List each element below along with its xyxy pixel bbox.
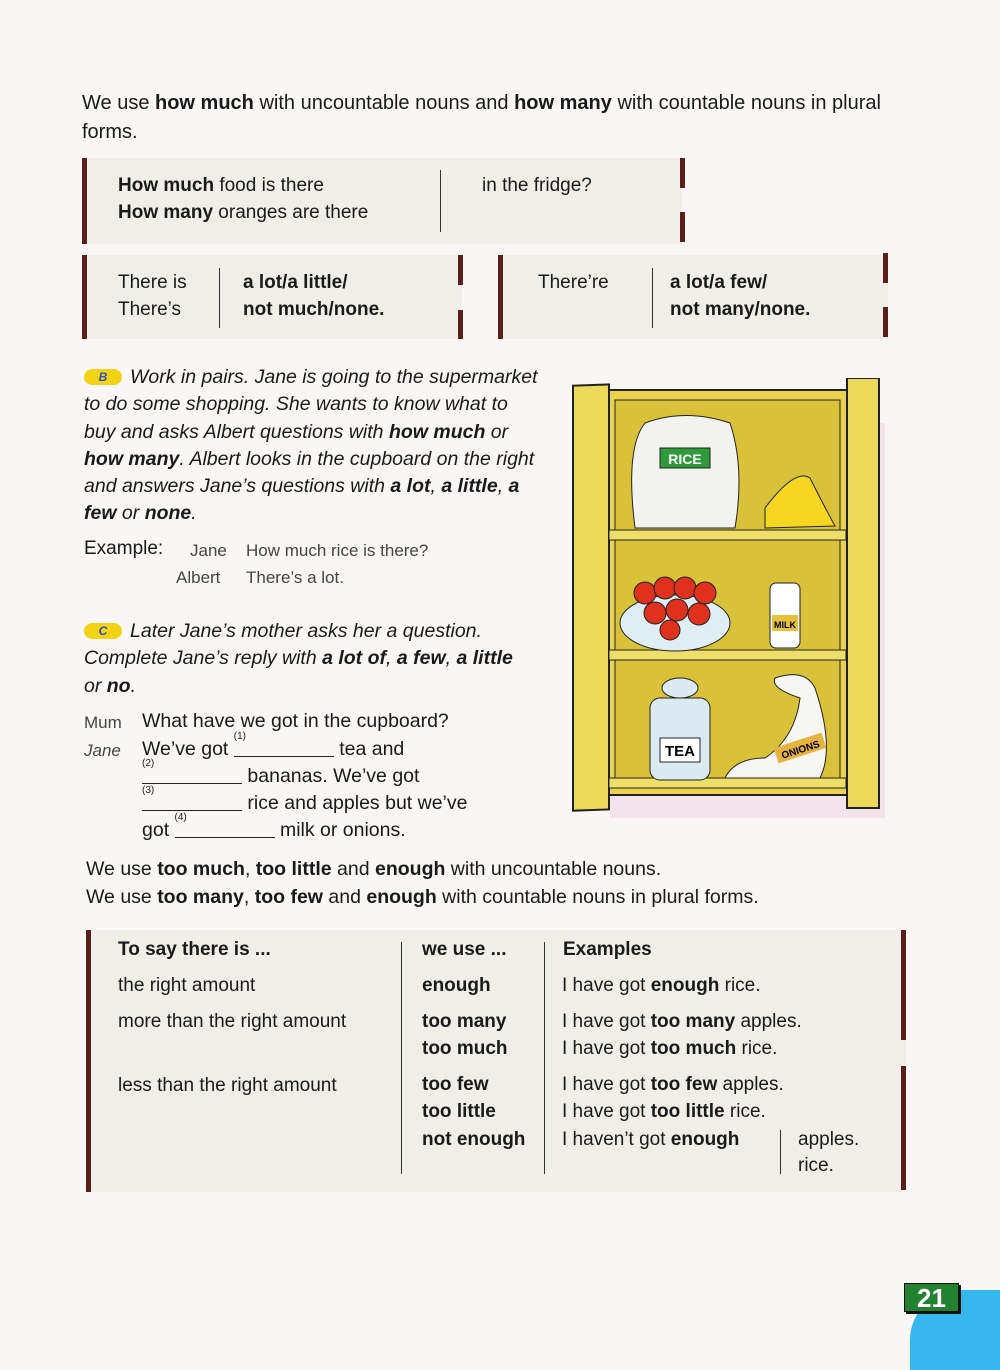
t: I have got (562, 1038, 651, 1059)
t: (4) (174, 812, 187, 823)
t: too few (650, 1074, 718, 1095)
example-cell (562, 1008, 802, 1035)
t: none (144, 502, 192, 525)
t: bananas. We’ve got (247, 765, 420, 787)
t: How many (118, 202, 214, 223)
speaker: Mum (84, 713, 122, 732)
t: rice and apples but we’ve (247, 792, 468, 814)
cupboard-illustration (565, 378, 890, 818)
t: too much (650, 1038, 737, 1059)
example-cell (562, 1071, 784, 1098)
divider (458, 310, 463, 339)
t: Later Jane’s mother asks her a question. Complete Jane’s reply with (84, 620, 482, 670)
t: a little (441, 475, 498, 498)
svg-text:ONIONS: ONIONS (780, 739, 822, 762)
example-cell (562, 1035, 777, 1062)
t: or (84, 674, 107, 697)
table-header: Examples (563, 939, 652, 960)
speaker: Albert (176, 568, 221, 587)
t: a lot/a little/ (243, 272, 348, 293)
page-number: 21 (904, 1283, 959, 1312)
t: There’s (118, 299, 182, 320)
intro-text (82, 89, 902, 147)
t: rice. (719, 975, 761, 996)
t: how many (514, 92, 612, 114)
answer-blank-1[interactable] (233, 731, 334, 757)
answer-blank-3[interactable] (142, 785, 242, 811)
t: not much/none. (243, 299, 385, 320)
t: too little (650, 1101, 725, 1122)
t: . Albert looks in the cupboard on the right and answers Jane’s questions with (84, 447, 535, 498)
t: I have got (562, 975, 651, 996)
answer-blank-2[interactable] (142, 758, 242, 784)
table-cell: the right amount (118, 975, 256, 996)
t: how much (155, 92, 254, 114)
t: We use (86, 885, 158, 908)
exercise-b-instructions (84, 364, 544, 528)
divider (883, 307, 888, 337)
table-header: To say there is ... (118, 939, 271, 960)
t: (2) (142, 758, 155, 769)
divider (680, 158, 685, 188)
t: rice. (724, 1101, 766, 1122)
t: , (445, 647, 457, 670)
table-cell: enough (422, 975, 491, 996)
t: enough (366, 885, 437, 908)
answer-blank-4[interactable] (174, 812, 275, 838)
t: , (386, 647, 397, 670)
t: (3) (142, 785, 155, 796)
t: oranges are there (213, 202, 369, 223)
t: a lot of (322, 647, 387, 670)
speaker: Jane (190, 541, 227, 560)
t: I have got (562, 1101, 651, 1122)
table-cell: too few (422, 1074, 489, 1095)
divider (901, 1066, 906, 1190)
table-cell: rice. (798, 1155, 834, 1176)
t: with uncountable nouns and (253, 92, 515, 114)
exercise-c-instructions (84, 618, 534, 700)
divider (458, 255, 463, 285)
divider (680, 212, 685, 242)
t: got (142, 819, 170, 841)
box2-right (243, 269, 384, 323)
t: apples. (717, 1074, 784, 1095)
exercise-b-badge: B (84, 369, 122, 385)
example-cell (562, 1098, 766, 1125)
divider (544, 942, 545, 1174)
t: rice. (736, 1038, 778, 1059)
box3-left: There’re (538, 272, 609, 293)
t: no (106, 674, 131, 697)
box3-right (670, 269, 810, 323)
example-answer: There’s a lot. (246, 568, 344, 587)
t: . (130, 674, 137, 697)
t: We’ve got (142, 738, 229, 760)
t: , (243, 885, 255, 908)
divider (401, 942, 402, 1174)
t: enough (650, 975, 720, 996)
table-cell: too much (422, 1038, 508, 1059)
t: a few (84, 475, 520, 525)
t: , (244, 858, 256, 880)
t: tea and (339, 738, 405, 760)
t: We use (86, 858, 158, 880)
table-cell: apples. (798, 1129, 860, 1150)
dialogue-line: What have we got in the cupboard? (142, 710, 449, 732)
t: too much (157, 858, 245, 880)
box2-left (118, 269, 187, 323)
divider (780, 1130, 781, 1174)
t: and (331, 858, 375, 880)
svg-text:TEA: TEA (665, 743, 695, 760)
svg-text:RICE: RICE (668, 451, 702, 467)
t: too little (255, 858, 332, 880)
t: and (322, 885, 367, 908)
divider (219, 268, 220, 328)
divider (901, 930, 906, 1040)
rule-text (86, 856, 916, 911)
t: , (430, 475, 442, 498)
t: not many/none. (670, 299, 811, 320)
t: how much (388, 420, 486, 443)
divider (883, 253, 888, 283)
t: food is there (214, 175, 324, 196)
t: milk or onions. (279, 819, 406, 841)
t: with countable nouns in plural forms. (82, 92, 881, 143)
table-cell: too little (422, 1101, 496, 1122)
t: or (116, 502, 145, 525)
t: a lot/a few/ (670, 272, 768, 293)
t: . (191, 502, 197, 525)
t: There is (118, 272, 187, 293)
t: too few (254, 885, 323, 908)
example-cell (562, 972, 761, 999)
t: a little (456, 647, 513, 670)
t: I have got (562, 1074, 651, 1095)
t: too many (157, 885, 244, 908)
t: How much (118, 175, 215, 196)
t: (1) (233, 731, 247, 742)
example-label: Example: (84, 538, 164, 559)
speaker: Jane (84, 741, 121, 760)
table-cell: less than the right amount (118, 1075, 337, 1096)
svg-text:MILK: MILK (774, 620, 796, 630)
table-header: we use ... (422, 939, 507, 960)
divider (652, 268, 653, 328)
example-cell (562, 1126, 739, 1153)
t: a few (396, 647, 446, 670)
t: how many (84, 447, 180, 470)
box1-left (118, 172, 368, 226)
exercise-c-badge: C (84, 623, 122, 639)
box1-right: in the fridge? (482, 175, 592, 196)
example-question: How much rice is there? (246, 541, 429, 560)
t: a lot (390, 475, 431, 498)
t: , (497, 475, 509, 498)
table-cell: not enough (422, 1129, 526, 1150)
t: We use (82, 92, 155, 114)
t: with uncountable nouns. (445, 858, 662, 880)
table-cell: too many (422, 1011, 507, 1032)
t: I have got (562, 1011, 651, 1032)
t: too many (650, 1011, 736, 1032)
divider (440, 170, 441, 232)
t: apples. (735, 1011, 802, 1032)
t: with countable nouns in plural forms. (436, 885, 759, 908)
table-cell: more than the right amount (118, 1011, 347, 1032)
t: Work in pairs. Jane is going to the supermarket to do some shopping. She wants to know what to buy and asks Albert questions with (84, 366, 538, 443)
t: enough (670, 1129, 740, 1150)
t: enough (374, 858, 446, 880)
t: or (485, 420, 509, 443)
t: I haven’t got (562, 1129, 671, 1150)
